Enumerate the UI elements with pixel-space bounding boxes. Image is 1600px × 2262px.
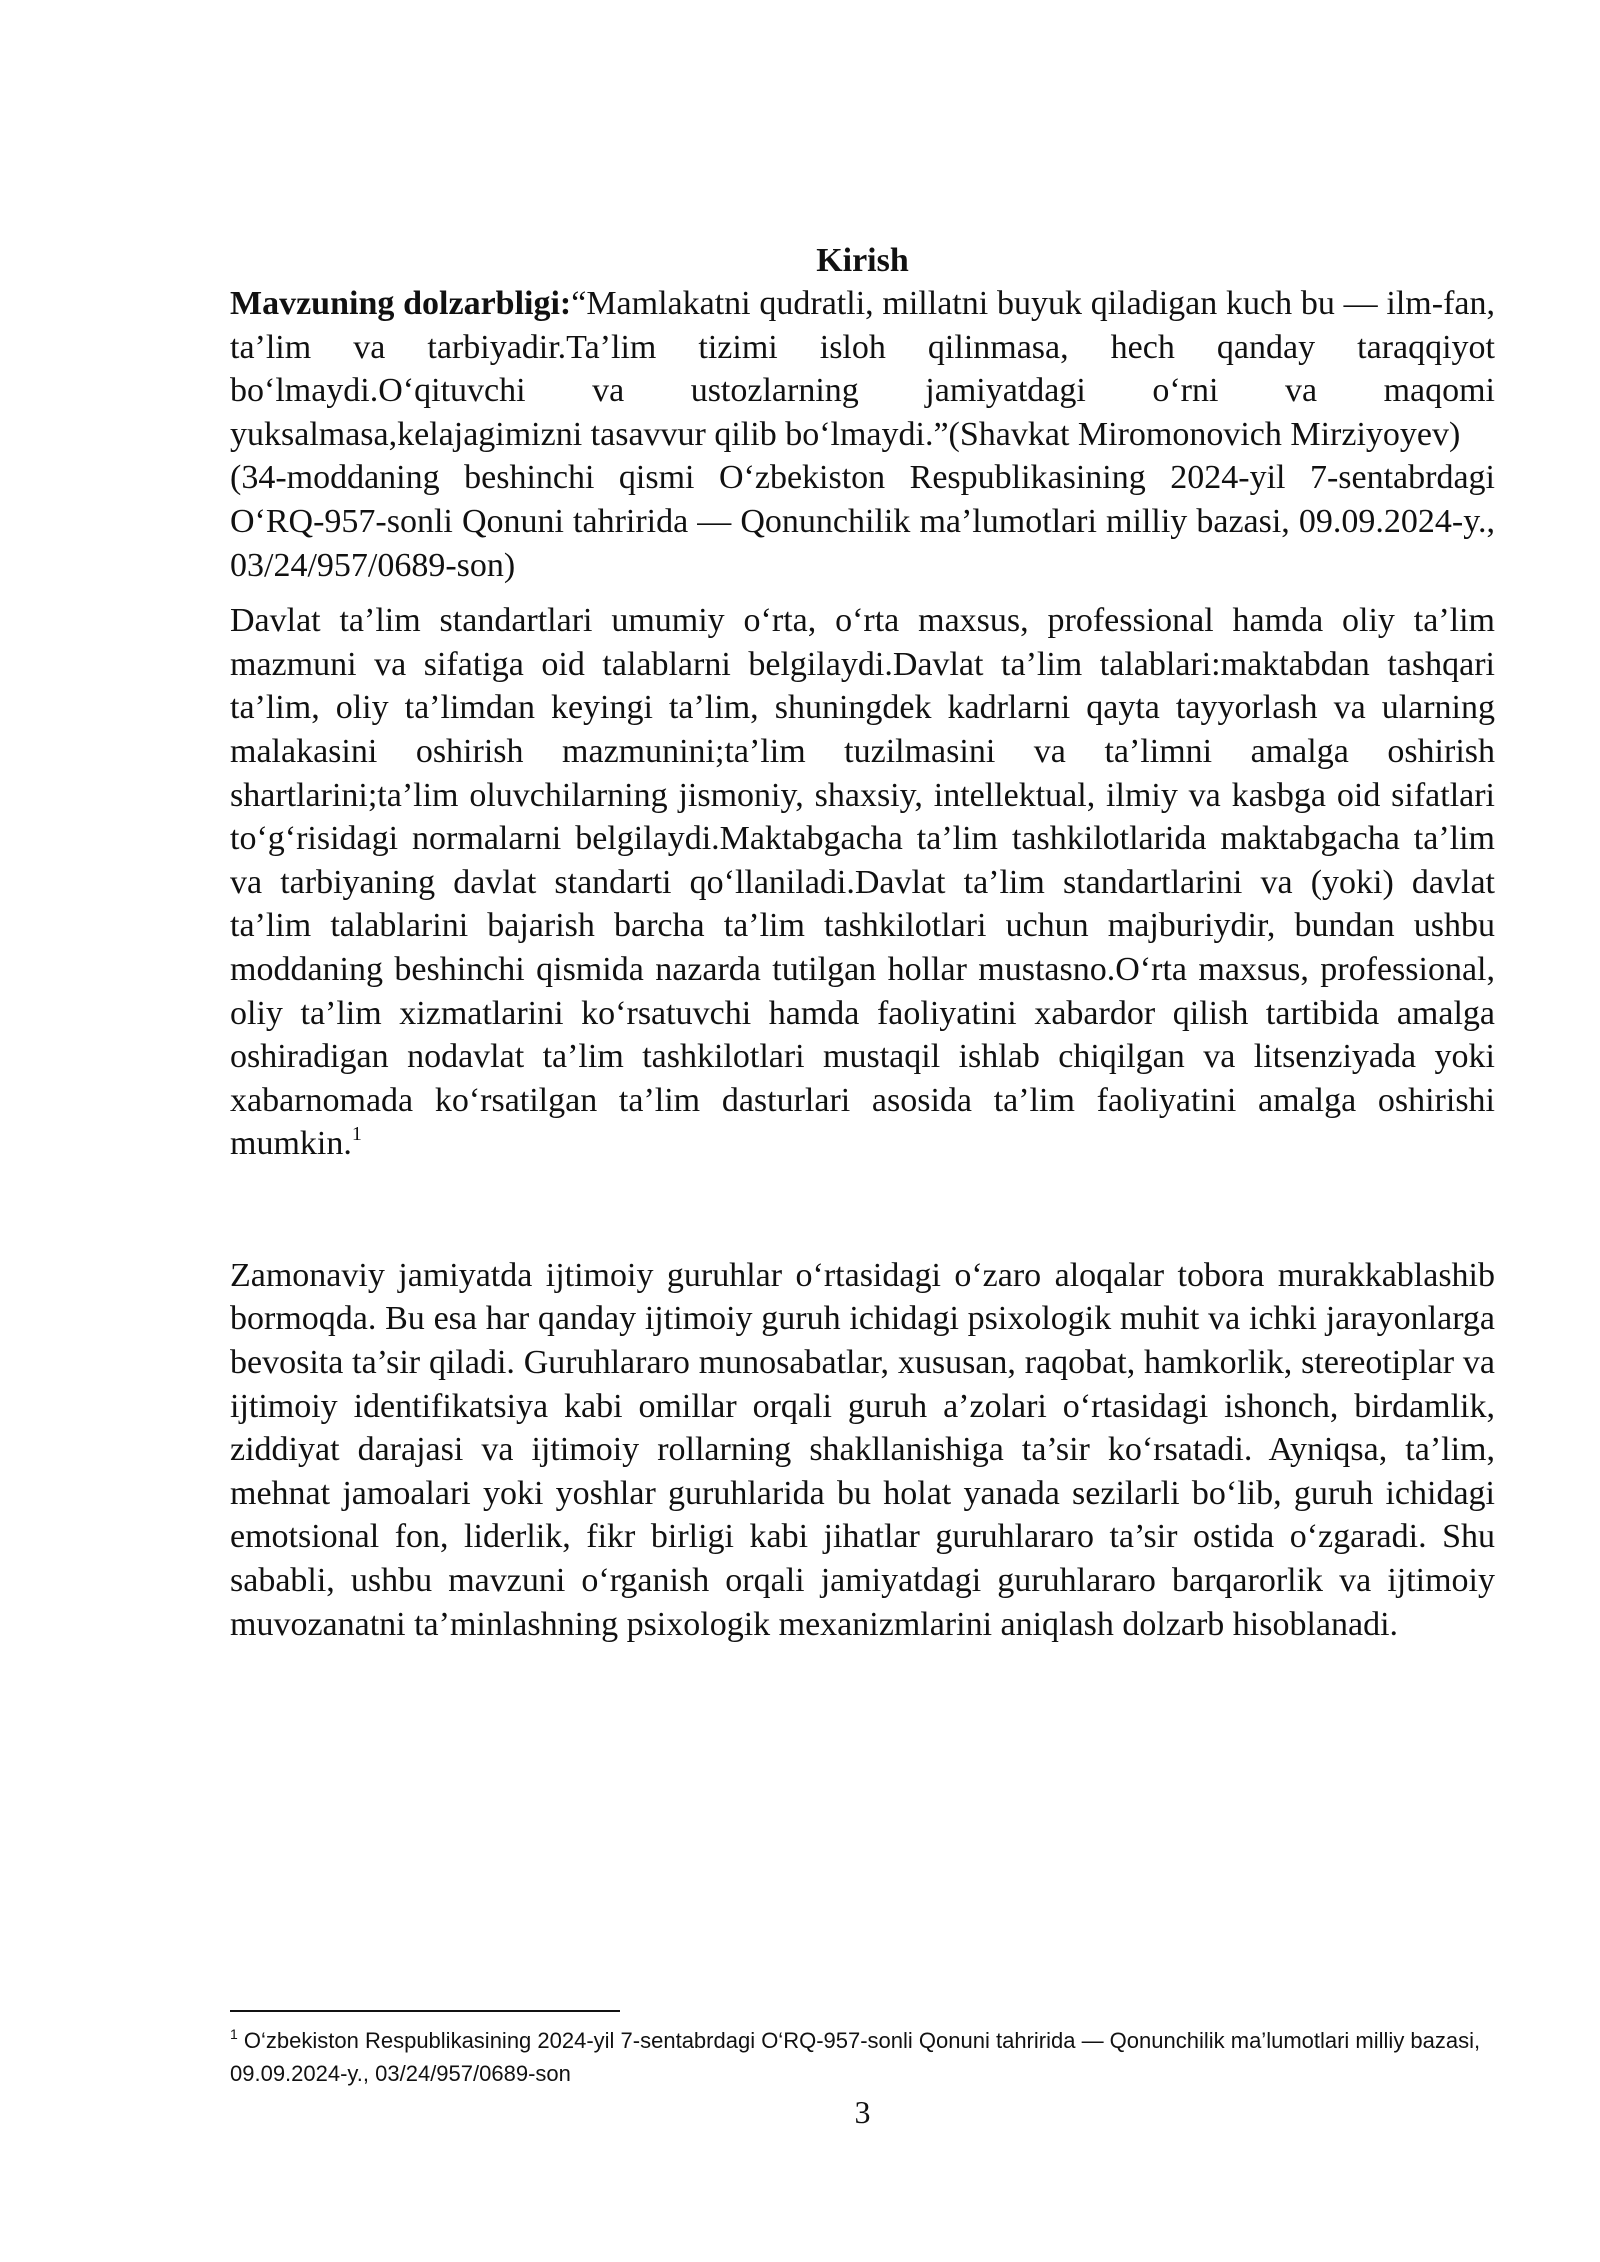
footnote-marker: 1 [230, 2026, 238, 2042]
intro-paragraph [230, 282, 1495, 456]
standards-paragraph [230, 599, 1495, 1166]
footnote-reference[interactable]: 1 [351, 1123, 362, 1146]
footnote-divider [230, 2010, 620, 2012]
page-number: 3 [854, 2094, 871, 2130]
relevance-paragraph: Zamonaviy jamiyatda ijtimoiy guruhlar o‘rtasidagi o‘zaro aloqalar tobora murakkablashib bormoqda. Bu esa har qanday ijtimoiy guruh ichidagi psixologik muhit va ichki jarayonlarga bevosita ta’sir qiladi. Guruhlararo munosabatlar, xususan, raqobat, hamkorlik, stereotiplar va ijtimoiy identifikatsiya kabi omillar orqali guruh a’zolari o‘rtasidagi ishonch, birdamlik, ziddiyat darajasi va ijtimoiy rollarning shakllanishiga ta’sir ko‘rsatadi. Ayniqsa, ta’lim, mehnat jamoalari yoki yoshlar guruhlarida bu holat yanada sezilarli bo‘lib, guruh ichidagi emotsional fon, liderlik, fikr birligi kabi jihatlar guruhlararo ta’sir ostida o‘zgaradi. Shu sababli, ushbu mavzuni o‘rganish orqali jamiyatdagi guruhlararo barqarorlik va ijtimoiy muvozanatni ta’minlashning psixologik mexanizmlarini aniqlash dolzarb hisoblanadi. [230, 1256, 1495, 1643]
footnote-text: O‘zbekiston Respublikasining 2024-yil 7-sentabrdagi O‘RQ-957-sonli Qonuni tahririda — Qonunchilik ma’lumotlari milliy bazasi, 09.09.2024-y., 03/24/957/0689-son [230, 2028, 1481, 2086]
intro-citation: (34-moddaning beshinchi qismi O‘zbekiston Respublikasining 2024-yil 7-sentabrdagi O‘RQ-957-sonli Qonuni tahririda — Qonunchilik ma’lumotlari milliy bazasi, 09.09.2024-y., 03/24/957/0689-son) [230, 459, 1495, 584]
standards-text: Davlat ta’lim standartlari umumiy o‘rta, o‘rta maxsus, professional hamda oliy ta’lim mazmuni va sifatiga oid talablarni belgilaydi.Davlat ta’lim talablari:maktabdan tashqari ta’lim, oliy ta’limdan keyingi ta’lim, shuningdek kadrlarni qayta tayyorlash va ularning malakasini oshirish mazmunini;ta’lim tuzilmasini va ta’limni amalga oshirish shartlarini;ta’lim oluvchilarning jismoniy, shaxsiy, intellektual, ilmiy va kasbga oid sifatlari to‘g‘risidagi normalarni belgilaydi.Maktabgacha ta’lim tashkilotlarida maktabgacha ta’lim va tarbiyaning davlat standarti qo‘llaniladi.Davlat ta’lim standartlarini va (yoki) davlat ta’lim talablarini bajarish barcha ta’lim tashkilotlari uchun majburiydir, bundan ushbu moddaning beshinchi qismida nazarda tutilgan hollar mustasno.O‘rta maxsus, professional, oliy ta’lim xizmatlarini ko‘rsatuvchi hamda faoliyatini xabardor qilish tartibida amalga oshiradigan nodavlat ta’lim tashkilotlari mustaqil ishlab chiqilgan va litsenziyada yoki xabarnomada ko‘rsatilgan ta’lim dasturlari asosida ta’lim faoliyatini amalga oshirishi mumkin. [230, 602, 1495, 1163]
footnote [230, 2024, 1495, 2090]
intro-lead: Mavzuning dolzarbligi: [230, 285, 572, 322]
intro-quote: “Mamlakatni qudratli, millatni buyuk qiladigan kuch bu — ilm-fan, ta’lim va tarbiyadir.Ta’lim tizimi isloh qilinmasa, hech qanday taraqqiyot bo‘lmaydi.O‘qituvchi va ustozlarning jamiyatdagi o‘rni va maqomi yuksalmasa,kelajagimizni tasavvur qilib bo‘lmaydi.”(Shavkat Miromonovich Mirziyoyev) [230, 285, 1495, 453]
section-heading: Kirish [816, 242, 909, 279]
page-body [230, 240, 1495, 1646]
